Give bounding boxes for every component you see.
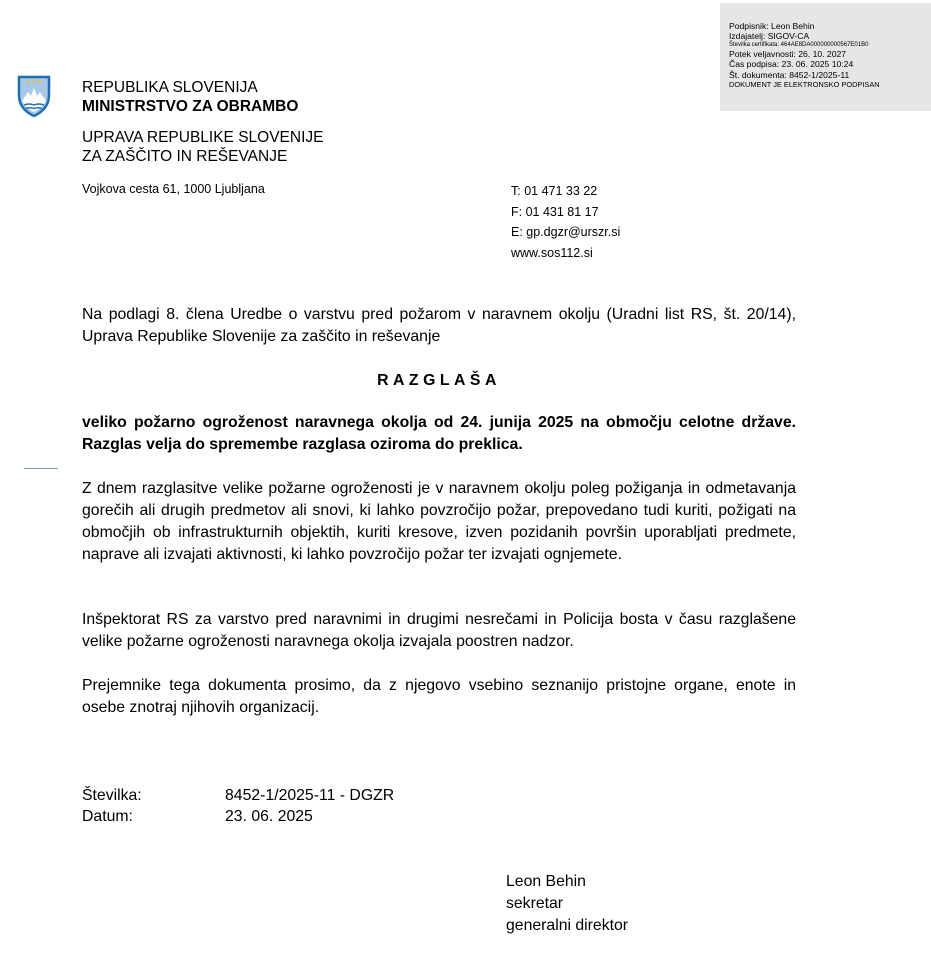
sig-doc-number: Št. dokumenta: 8452-1/2025-11	[729, 69, 850, 80]
sig-validity: Potek veljavnosti: 26. 10. 2027	[729, 48, 847, 59]
sig-signer: Podpisnik: Leon Behin	[729, 21, 815, 31]
number-value: 8452-1/2025-11 - DGZR	[225, 787, 395, 804]
prohibitions-paragraph: Z dnem razglasitve velike požarne ogroženosti je v naravnem okolju poleg požiganja in odmetavanja gorečih ali drugih predmetov ali snovi, ki lahko povzročijo požar, prepovedano tudi kuriti, požigati na območjih ob infrastrukturnih objektih, kuriti kresove, izven pozidanih površin uporabljati predmete, naprave ali izvajati aktivnosti, ki lahko povzročijo požar ter izvajati ognjemete.	[82, 480, 796, 563]
margin-mark	[24, 468, 58, 469]
contact-fax: F: 01 431 81 17	[511, 204, 599, 219]
header-agency-line1: UPRAVA REPUBLIKE SLOVENIJE	[82, 129, 324, 146]
date-label: Datum:	[82, 808, 133, 825]
signature-box	[720, 3, 931, 111]
supervision-paragraph: Inšpektorat RS za varstvo pred naravnimi in drugimi nesrečami in Policija bosta v času razglašene velike požarne ogroženosti naravnega okolja izvajala poostren nadzor.	[82, 611, 796, 650]
signer-name: Leon Behin	[506, 873, 586, 890]
declaration-paragraph: veliko požarno ogroženost naravnega okolja od 24. junija 2025 na območju celotne države. Razglas velja do spremembe razglasa oziroma do preklica.	[82, 414, 796, 453]
contact-phone: T: 01 471 33 22	[511, 184, 598, 198]
document-title: RAZGLAŠA	[377, 372, 501, 389]
intro-paragraph: Na podlagi 8. člena Uredbe o varstvu pred požarom v naravnem okolju (Uradni list RS, št. 20/14), Uprava Republike Slovenije za zaščito in reševanje	[82, 306, 796, 345]
signer-title-2: generalni direktor	[506, 917, 629, 934]
sig-notice: DOKUMENT JE ELEKTRONSKO PODPISAN	[729, 80, 880, 90]
contact-web: www.sos112.si	[511, 245, 593, 260]
contact-email: E: gp.dgzr@urszr.si	[511, 225, 621, 239]
coat-of-arms-icon	[17, 75, 51, 117]
recipients-paragraph: Prejemnike tega dokumenta prosimo, da z njegovo vsebino seznanijo pristojne organe, enote in osebe znotraj njihovih organizacij.	[82, 677, 796, 716]
header-contacts	[511, 181, 620, 263]
signer-title-1: sekretar	[506, 895, 564, 912]
sig-cert-number: Številka certifikata: 464AE8DA000000000567E01B0	[729, 41, 869, 48]
header-ministry: MINISTRSTVO ZA OBRAMBO	[82, 98, 299, 115]
sig-signing-time: Čas podpisa: 23. 06. 2025 10:24	[729, 59, 854, 70]
header-address: Vojkova cesta 61, 1000 Ljubljana	[82, 182, 265, 196]
header-country: REPUBLIKA SLOVENIJA	[82, 79, 258, 96]
number-label: Številka:	[82, 787, 142, 804]
sig-issuer: Izdajatelj: SIGOV-CA	[729, 31, 810, 42]
date-value: 23. 06. 2025	[225, 808, 313, 825]
header-agency-line2: ZA ZAŠČITO IN REŠEVANJE	[82, 148, 288, 165]
signer-block	[506, 871, 628, 937]
